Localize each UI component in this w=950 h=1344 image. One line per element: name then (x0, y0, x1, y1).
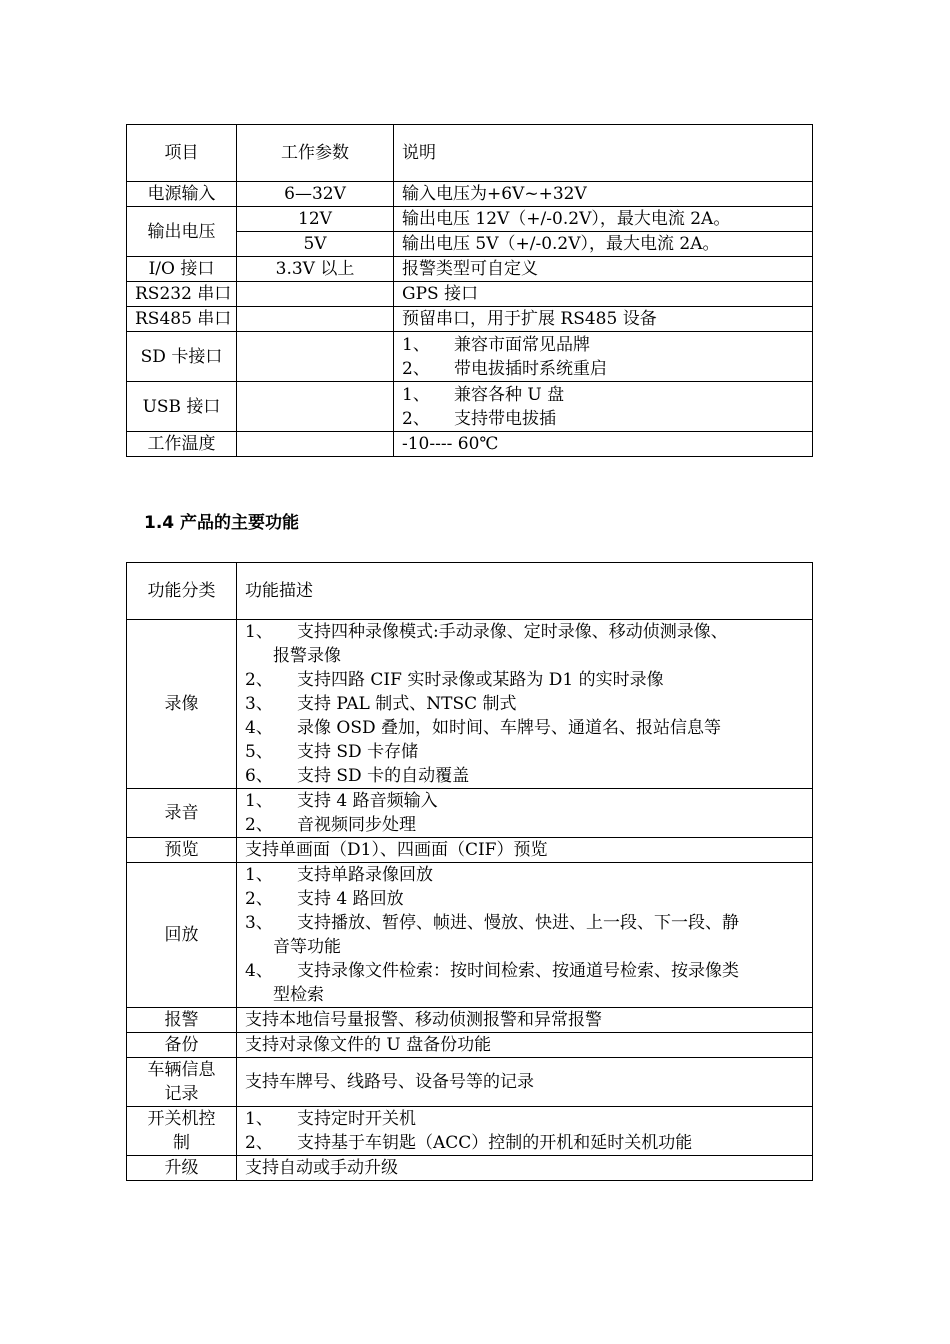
table-row (127, 838, 813, 863)
cell-item: SD 卡接口 (127, 332, 237, 382)
cell-category: 开关机控 制 (127, 1107, 237, 1156)
table-row (127, 307, 813, 332)
list-item: 5、 支持 SD 卡存储 (245, 742, 419, 762)
cell-item: 电源输入 (127, 182, 237, 207)
header-desc: 说明 (394, 125, 813, 182)
cell-category: 回放 (127, 863, 237, 1008)
cell-category: 备份 (127, 1033, 237, 1058)
cell-param: 3.3V 以上 (237, 257, 394, 282)
cell-category: 车辆信息 记录 (127, 1058, 237, 1107)
cell-desc-list (394, 332, 813, 382)
header-category: 功能分类 (127, 563, 237, 620)
header-param: 工作参数 (237, 125, 394, 182)
table-row (127, 282, 813, 307)
table-row (127, 207, 813, 232)
list-item: 1、 支持单路录像回放 (245, 865, 433, 885)
cell-param (237, 282, 394, 307)
table-row (127, 182, 813, 207)
cell-desc-list (237, 863, 813, 1008)
cell-desc: 预留串口，用于扩展 RS485 设备 (394, 307, 813, 332)
cell-desc-list (237, 620, 813, 789)
cell-param (237, 332, 394, 382)
cell-desc: 报警类型可自定义 (394, 257, 813, 282)
cell-param: 5V (237, 232, 394, 257)
cell-category: 预览 (127, 838, 237, 863)
cell-desc: 支持对录像文件的 U 盘备份功能 (237, 1033, 813, 1058)
table-row (127, 432, 813, 457)
cell-desc: 支持自动或手动升级 (237, 1156, 813, 1181)
cell-item: RS232 串口 (127, 282, 237, 307)
list-item: 1、 支持定时开关机 (245, 1109, 416, 1129)
cell-desc: 输入电压为+6V~+32V (394, 182, 813, 207)
cell-category: 升级 (127, 1156, 237, 1181)
list-item: 2、 支持带电拔插 (402, 408, 556, 429)
cell-desc: 输出电压 12V（+/-0.2V），最大电流 2A。 (394, 207, 813, 232)
cell-param (237, 432, 394, 457)
table-row (127, 1058, 813, 1107)
cell-item: RS485 串口 (127, 307, 237, 332)
table-row (127, 1033, 813, 1058)
list-item: 3、 支持播放、暂停、帧进、慢放、快进、上一段、下一段、静 音等功能 (245, 913, 739, 957)
cell-category: 报警 (127, 1008, 237, 1033)
cell-item: I/O 接口 (127, 257, 237, 282)
list-item: 2、 支持四路 CIF 实时录像或某路为 D1 的实时录像 (245, 670, 664, 690)
table-row (127, 382, 813, 432)
cell-desc: 输出电压 5V（+/-0.2V），最大电流 2A。 (394, 232, 813, 257)
list-item: 1、 支持四种录像模式:手动录像、定时录像、移动侦测录像、 报警录像 (245, 622, 728, 666)
cell-param: 12V (237, 207, 394, 232)
list-item: 1、 支持 4 路音频输入 (245, 791, 438, 811)
cell-desc: -10---- 60℃ (394, 432, 813, 457)
table-row (127, 332, 813, 382)
table-row (127, 863, 813, 1008)
table-row (127, 257, 813, 282)
function-table (126, 562, 813, 1181)
header-item: 项目 (127, 125, 237, 182)
cell-desc-list (237, 1107, 813, 1156)
cell-param: 6—32V (237, 182, 394, 207)
table-header-row (127, 125, 813, 182)
cell-desc-list (394, 382, 813, 432)
cell-desc: 支持单画面（D1）、四画面（CIF）预览 (237, 838, 813, 863)
list-item: 3、 支持 PAL 制式、NTSC 制式 (245, 694, 517, 714)
cell-desc: 支持车牌号、线路号、设备号等的记录 (237, 1058, 813, 1107)
cell-item: USB 接口 (127, 382, 237, 432)
table-row (127, 1107, 813, 1156)
header-description: 功能描述 (237, 563, 813, 620)
list-item: 2、 支持 4 路回放 (245, 889, 404, 909)
list-item: 4、 录像 OSD 叠加，如时间、车牌号、通道名、报站信息等 (245, 718, 722, 738)
table-row (127, 620, 813, 789)
cell-desc: 支持本地信号量报警、移动侦测报警和异常报警 (237, 1008, 813, 1033)
list-item: 2、 支持基于车钥匙（ACC）控制的开机和延时关机功能 (245, 1133, 693, 1153)
cell-category: 录音 (127, 789, 237, 838)
table-row (127, 789, 813, 838)
list-item: 2、 音视频同步处理 (245, 815, 416, 835)
spec-table (126, 124, 813, 457)
cell-desc-list (237, 789, 813, 838)
list-item: 2、 带电拔插时系统重启 (402, 358, 607, 379)
table-row (127, 1156, 813, 1181)
cell-category: 录像 (127, 620, 237, 789)
table-row (127, 1008, 813, 1033)
section-heading: 1.4 产品的主要功能 (144, 513, 300, 533)
list-item: 6、 支持 SD 卡的自动覆盖 (245, 766, 470, 786)
cell-param (237, 307, 394, 332)
cell-desc: GPS 接口 (394, 282, 813, 307)
table-header-row (127, 563, 813, 620)
list-item: 1、 兼容各种 U 盘 (402, 384, 565, 405)
list-item: 4、 支持录像文件检索：按时间检索、按通道号检索、按录像类 型检索 (245, 961, 739, 1005)
list-item: 1、 兼容市面常见品牌 (402, 334, 590, 355)
cell-item: 输出电压 (127, 207, 237, 257)
cell-item: 工作温度 (127, 432, 237, 457)
cell-param (237, 382, 394, 432)
